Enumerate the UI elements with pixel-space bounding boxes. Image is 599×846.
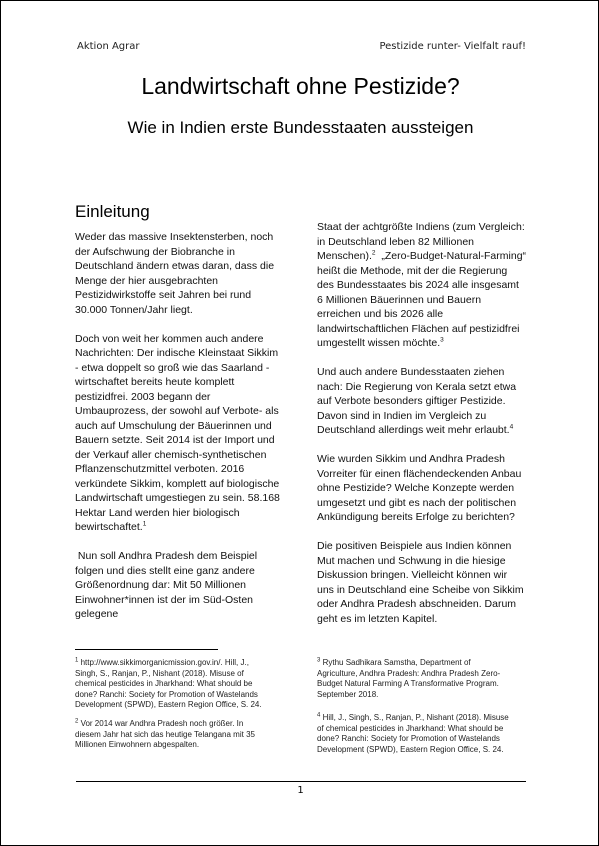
text-line	[317, 423, 532, 438]
paragraph	[75, 332, 290, 535]
text-line: Budget Natural Farming A Transformative Program.	[317, 679, 499, 688]
text-line: in Deutschland leben 82 Millionen	[317, 235, 475, 248]
text-line: Staat der achtgrößte Indiens (zum Vergleich:	[317, 221, 525, 233]
text-line: Pestizidwirkstoffe seit Jahren bei rund	[75, 289, 252, 301]
footnote-2	[75, 719, 295, 751]
text-line	[317, 249, 532, 264]
text-line: Ankündigung bereits Erfolge zu berichten?	[317, 511, 515, 523]
text-line: pestizidfrei. 2003 begann der	[75, 390, 211, 403]
section-heading: Einleitung	[75, 202, 150, 221]
footnote-number: 4	[317, 712, 321, 719]
text-line: der Aufschwung der Biobranche in	[75, 245, 235, 258]
text-segment: Deutschland allerdings weit mehr erlaubt.	[317, 424, 510, 436]
text-line: Nachrichten: Der indische Kleinstaat Sikkim	[75, 347, 279, 359]
text-line: des Bundesstaates bis 2024 alle insgesamt	[317, 279, 519, 291]
text-line: Einwohner*innen ist der im Süd-Osten	[75, 593, 254, 606]
text-line: Agriculture, Andhra Pradesh: Andhra Pradesh Zero-	[317, 668, 501, 678]
text-line: Development (SPWD), Eastern Region Office, S. 24.	[75, 700, 262, 709]
text-line: folgen und dies stellt eine ganz andere	[75, 564, 255, 577]
header-left: Aktion Agrar	[77, 41, 140, 52]
text-line: Deutschland ändern etwas daran, dass die	[75, 260, 275, 272]
text-line: landwirtschaftlichen Flächen auf pestizidfrei	[317, 322, 520, 335]
text-line: Größenordnung dar: Mit 50 Millionen	[75, 579, 247, 591]
text-line: Weder das massive Insektensterben, noch	[75, 231, 274, 243]
footnote-1	[75, 658, 295, 711]
text-line: Millionen Einwohnern abgespalten.	[75, 740, 200, 749]
text-line	[75, 719, 295, 730]
text-line: Davon sind in Indien im Vergleich zu	[317, 409, 487, 422]
left-column	[75, 230, 290, 636]
text-line: wirtschaftet bereits heute komplett	[75, 376, 235, 388]
text-line	[75, 520, 290, 535]
text-segment: „Zero-Budget-Natural-Farming“	[375, 250, 527, 262]
text-line: nach: Die Regierung von Kerala setzt etwa	[317, 380, 517, 393]
text-line: auch auf Umschulung der Bäuerinnen und	[75, 419, 272, 432]
paragraph	[317, 220, 532, 351]
text-line: diesem Jahr hat sich das heutige Telangana mit 35	[75, 729, 255, 739]
paragraph	[317, 539, 532, 626]
footnote-ref[interactable]: 2	[371, 249, 376, 257]
text-line: verkündete Sikkim, komplett auf biologische	[75, 477, 280, 490]
paragraph	[317, 452, 532, 525]
footnote-ref[interactable]: 4	[509, 423, 514, 431]
text-line: heißt die Methode, mit der die Regierung	[317, 264, 508, 277]
paragraph	[75, 549, 290, 622]
text-line: Diskussion bringen. Vielleicht können wir	[317, 569, 508, 581]
text-line	[317, 658, 537, 669]
text-line	[317, 713, 537, 724]
footnote-link[interactable]: http://www.sikkimorganicmission.gov.in/. Hill, J.,	[78, 658, 249, 667]
text-line: Landwirtschaft umgestiegen zu sein. 58.168	[75, 492, 280, 504]
text-line: Vorreiter für einen flächendeckenden Anbau	[317, 467, 522, 480]
text-line: Die positiven Beispiele aus Indien können	[317, 540, 512, 552]
footnote-3	[317, 658, 537, 700]
text-line: uns in Deutschland eine Scheibe von Sikkim	[317, 583, 524, 596]
text-line: of chemical pesticides in Jharkhand: What should be	[317, 723, 504, 733]
text-line: done? Ranchi: Society for Promotion of Wastelands	[75, 689, 258, 699]
text-line: September 2018.	[317, 689, 379, 699]
text-line: der Verkauf aller chemisch-synthetischen	[75, 448, 267, 461]
text-line: Singh, S., Ranjan, P., Nishant (2018). Misuse of	[75, 668, 244, 678]
text-line: Mut machen und Schwung in die hiesige	[317, 554, 506, 567]
text-line: Und auch andere Bundesstaaten ziehen	[317, 366, 505, 378]
text-line	[317, 336, 532, 351]
footnote-number: 1	[75, 657, 79, 664]
footnote-number: 3	[317, 657, 321, 664]
text-line: Umbauprozess, der sowohl auf Verbote- als	[75, 405, 279, 417]
text-line: Development (SPWD), Eastern Region Office, S. 24.	[317, 744, 504, 754]
text-line: Hektar Land werden hier biologisch	[75, 506, 240, 519]
text-line: erreichen und bis 2026 alle	[317, 308, 444, 320]
text-line: Menge der hier ausgebrachten	[75, 274, 219, 287]
text-line: - etwa doppelt so groß wie das Saarland -	[75, 361, 270, 374]
text-segment: Vor 2014 war Andhra Pradesh noch größer. In	[78, 719, 244, 728]
footer-divider	[76, 781, 526, 782]
text-segment: umgestellt wissen möchte.	[317, 337, 441, 349]
paragraph	[317, 365, 532, 438]
text-line: 30.000 Tonnen/Jahr liegt.	[75, 303, 193, 316]
text-line: oder Andhra Pradesh abschneiden. Darum	[317, 598, 517, 610]
footnote-ref[interactable]: 3	[440, 336, 444, 344]
text-segment: Rythu Sadhikara Samstha, Department of	[320, 658, 471, 667]
footnote-ref[interactable]: 1	[142, 520, 147, 528]
text-line: auf Verbote besonders giftiger Pestizide.	[317, 395, 506, 407]
text-line: Doch von weit her kommen auch andere	[75, 332, 264, 345]
text-line: done? Ranchi: Society for Promotion of Wastelands	[317, 734, 500, 743]
text-segment: Menschen).	[317, 250, 372, 262]
text-line: geht es im letzten Kapitel.	[317, 612, 438, 625]
text-line: umgesetzt und gibt es nach der politischen	[317, 496, 517, 509]
text-line: 6 Millionen Bäuerinnen und Bauern	[317, 293, 482, 306]
text-line: Wie wurden Sikkim und Andhra Pradesh	[317, 453, 505, 465]
header-right: Pestizide runter- Vielfalt rauf!	[379, 41, 526, 52]
paragraph	[75, 230, 290, 317]
right-column	[317, 220, 532, 641]
text-segment: bewirtschaftet.	[75, 521, 143, 533]
text-line: Pflanzenschutzmittel verboten. 2016	[75, 463, 245, 475]
text-line: Bauern setzte. Seit 2014 ist der Import und	[75, 434, 275, 446]
text-line: Nun soll Andhra Pradesh dem Beispiel	[75, 550, 258, 562]
text-segment: Hill, J., Singh, S., Ranjan, P., Nishant (2018). Misuse	[320, 713, 509, 722]
text-line: chemical pesticides in Jharkhand: What should be	[75, 679, 253, 688]
footnote-4	[317, 713, 537, 755]
text-line	[75, 658, 295, 669]
page-title: Landwirtschaft ohne Pestizide?	[141, 73, 460, 99]
footnote-number: 2	[75, 718, 79, 725]
page-number: 1	[297, 785, 304, 796]
footnote-separator	[75, 649, 218, 650]
page-subtitle: Wie in Indien erste Bundesstaaten aussteigen	[127, 118, 474, 137]
text-line: gelegene	[75, 608, 119, 620]
text-line: ohne Pestizide? Welche Konzepte werden	[317, 482, 515, 494]
